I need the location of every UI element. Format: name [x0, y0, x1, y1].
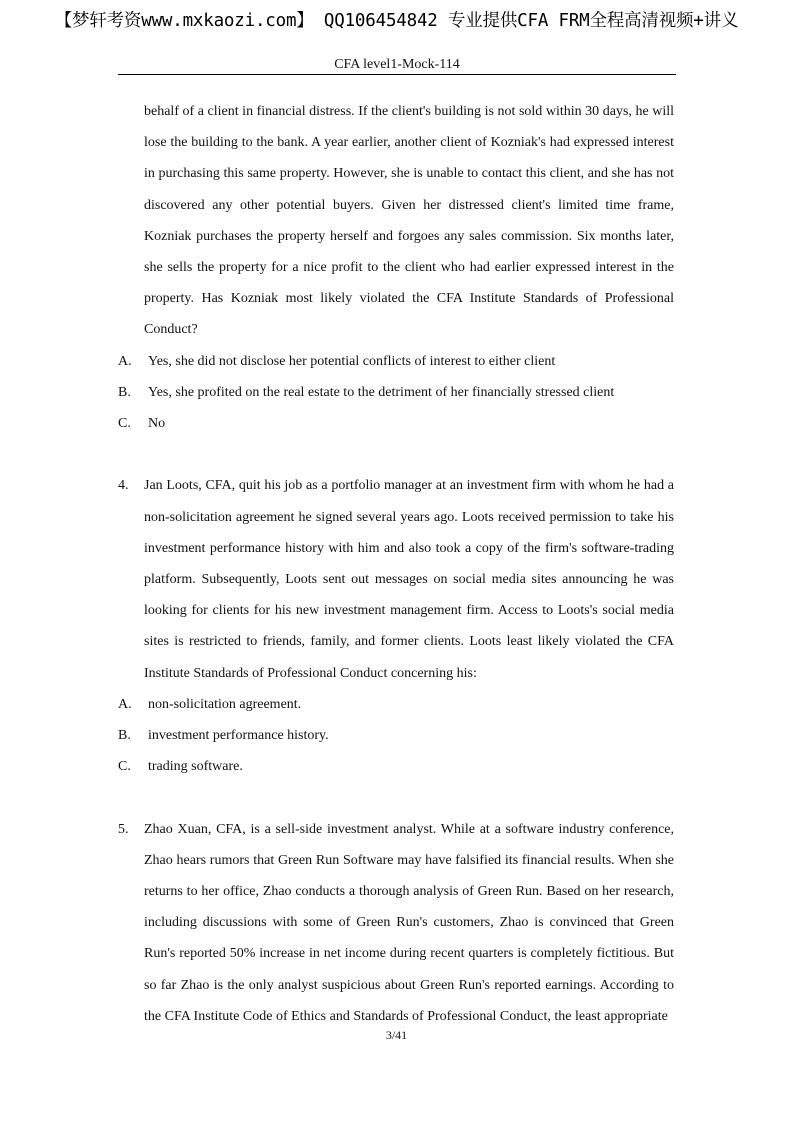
- option-letter: A.: [118, 696, 132, 712]
- question-4-option-a: [118, 689, 674, 720]
- option-text: non-solicitation agreement.: [148, 696, 302, 712]
- option-text: No: [148, 416, 166, 432]
- option-letter: A.: [118, 353, 132, 369]
- question-text: Jan Loots, CFA, quit his job as a portfolio manager at an investment firm with whom he had a non-solicitation agreement he signed several years ago. Loots received permission to take his investment performance history with him and also took a copy of the firm's software-trading platform. Subsequently, Loots sent out messages on social media sites announcing he was looking for clients for his new investment management firm. Access to Loots's social media sites is restricted to friends, family, and former clients. Loots least likely violated the CFA Institute Standards of Professional Conduct concerning his:: [144, 478, 674, 681]
- question-3-continuation: behalf of a client in financial distress. If the client's building is not sold within 30 days, he will lose the building to the bank. A year earlier, another client of Kozniak's had expressed interest in purchasing this same property. However, she is unable to contact this client, and she has not discovered any other potential buyers. Given her distressed client's limited time frame, Kozniak purchases the property herself and forgoes any sales commission. Six months later, she sells the property for a nice profit to the client who had earlier expressed interest in the property. Has Kozniak most likely violated the CFA Institute Standards of Professional Conduct?: [144, 104, 674, 338]
- page-content: [118, 96, 674, 1032]
- option-text: investment performance history.: [148, 728, 329, 744]
- option-text: Yes, she profited on the real estate to the detriment of her financially stressed client: [148, 384, 615, 400]
- spacer: [118, 439, 674, 470]
- question-5: [118, 814, 674, 1032]
- question-number: 5.: [118, 821, 129, 837]
- option-letter: C.: [118, 416, 131, 432]
- site-banner: 【梦轩考资www.mxkaozi.com】 QQ106454842 专业提供CFA FRM全程高清视频+讲义: [54, 11, 739, 31]
- question-3-option-c: [118, 408, 674, 439]
- question-3-option-a: [118, 346, 674, 377]
- option-text: trading software.: [148, 759, 243, 775]
- option-letter: B.: [118, 384, 131, 400]
- question-3-option-b: [118, 377, 674, 408]
- option-letter: C.: [118, 759, 131, 775]
- question-number: 4.: [118, 478, 129, 494]
- question-text: Zhao Xuan, CFA, is a sell-side investment analyst. While at a software industry conference, Zhao hears rumors that Green Run Software may have falsified its financial results. When she returns to her office, Zhao conducts a thorough analysis of Green Run. Based on her research, including discussions with some of Green Run's customers, Zhao is convinced that Green Run's reported 50% increase in net income during recent quarters is completely fictitious. But so far Zhao is the only analyst suspicious about Green Run's reported earnings. According to the CFA Institute Code of Ethics and Standards of Professional Conduct, the least appropriate: [144, 821, 674, 1024]
- question-4: [118, 470, 674, 688]
- header-divider: [118, 74, 676, 75]
- page-title: CFA level1-Mock-114: [334, 57, 460, 72]
- question-4-option-b: [118, 720, 674, 751]
- spacer: [118, 782, 674, 813]
- question-4-option-c: [118, 751, 674, 782]
- option-text: Yes, she did not disclose her potential conflicts of interest to either client: [148, 353, 556, 369]
- option-letter: B.: [118, 728, 131, 744]
- page-number: 3/41: [385, 1028, 408, 1042]
